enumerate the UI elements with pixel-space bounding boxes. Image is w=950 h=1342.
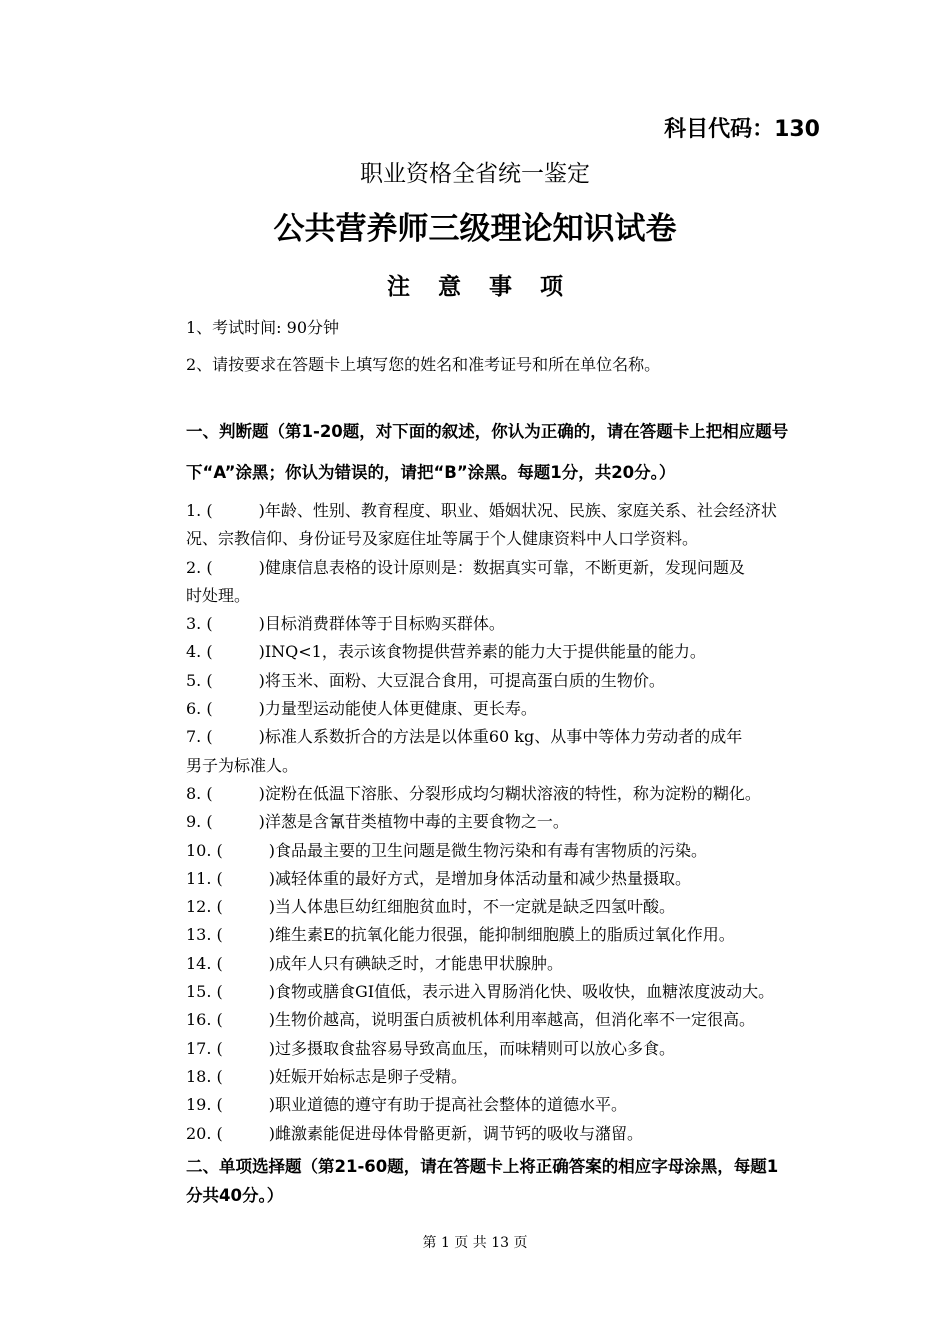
question-text: )职业道德的遵守有助于提高社会整体的道德水平。 bbox=[268, 1095, 628, 1115]
question-item bbox=[186, 921, 866, 949]
question-number: 6. ( bbox=[186, 699, 213, 719]
exam-subtitle: 职业资格全省统一鉴定 bbox=[360, 161, 590, 187]
question-number: 3. ( bbox=[186, 614, 213, 634]
question-text: )成年人只有碘缺乏时，才能患甲状腺肿。 bbox=[268, 953, 564, 973]
question-text: )食品最主要的卫生问题是微生物污染和有毒有害物质的污染。 bbox=[268, 840, 708, 860]
note-fill-info: 2、请按要求在答题卡上填写您的姓名和准考证号和所在单位名称。 bbox=[186, 355, 661, 374]
question-text: )标准人系数折合的方法是以体重60 kg、从事中等体力劳动者的成年 bbox=[258, 727, 743, 747]
question-number: 8. ( bbox=[186, 783, 213, 803]
page-number: 第 1 页 共 13 页 bbox=[422, 1235, 528, 1251]
question-item bbox=[186, 950, 866, 978]
question-item bbox=[186, 837, 866, 865]
question-item bbox=[186, 808, 866, 836]
question-item bbox=[186, 667, 866, 695]
question-number: 11. ( bbox=[186, 868, 223, 888]
question-number: 17. ( bbox=[186, 1038, 223, 1058]
question-text: )减轻体重的最好方式，是增加身体活动量和减少热量摄取。 bbox=[268, 868, 692, 888]
question-item bbox=[186, 610, 866, 638]
question-text: )目标消费群体等于目标购买群体。 bbox=[258, 614, 505, 634]
question-item bbox=[186, 695, 866, 723]
question-text: )将玉米、面粉、大豆混合食用，可提高蛋白质的生物价。 bbox=[258, 670, 665, 690]
question-text: )维生素E的抗氧化能力很强，能抑制细胞膜上的脂质过氧化作用。 bbox=[268, 925, 735, 945]
question-number: 4. ( bbox=[186, 642, 213, 662]
question-item bbox=[186, 978, 866, 1006]
subject-code: 科目代码：130 bbox=[664, 117, 820, 142]
question-number: 16. ( bbox=[186, 1010, 223, 1030]
question-text: )力量型运动能使人体更健康、更长寿。 bbox=[258, 699, 537, 719]
question-item bbox=[186, 780, 866, 808]
question-item bbox=[186, 1063, 866, 1091]
question-text: )淀粉在低温下溶胀、分裂形成均匀糊状溶液的特性，称为淀粉的糊化。 bbox=[258, 783, 761, 803]
section2-heading-line1: 二、单项选择题（第21-60题，请在答题卡上将正确答案的相应字母涂黑，每题1 bbox=[186, 1157, 779, 1176]
question-item bbox=[186, 893, 866, 921]
question-text-continuation: 况、宗教信仰、身份证号及家庭住址等属于个人健康资料中人口学资料。 bbox=[186, 529, 699, 549]
section2-heading-line2: 分共40分。） bbox=[186, 1186, 284, 1205]
true-false-question-list bbox=[186, 497, 866, 1148]
question-item bbox=[186, 1006, 866, 1034]
question-text: )生物价越高，说明蛋白质被机体利用率越高，但消化率不一定很高。 bbox=[268, 1010, 756, 1030]
question-item bbox=[186, 1035, 866, 1063]
question-item bbox=[186, 497, 866, 554]
question-item bbox=[186, 865, 866, 893]
question-text: )妊娠开始标志是卵子受精。 bbox=[268, 1066, 468, 1086]
exam-title: 公共营养师三级理论知识试卷 bbox=[273, 211, 677, 247]
question-text: )年龄、性别、教育程度、职业、婚姻状况、民族、家庭关系、社会经济状 bbox=[258, 501, 777, 520]
question-text: )过多摄取食盐容易导致高血压，而味精则可以放心多食。 bbox=[268, 1038, 676, 1058]
question-number: 2. ( bbox=[186, 557, 213, 577]
section1-heading-line2: 下“A”涂黑；你认为错误的，请把“B”涂黑。每题1分，共20分。） bbox=[186, 463, 676, 482]
section1-heading-line1: 一、判断题（第1-20题，对下面的叙述，你认为正确的，请在答题卡上把相应题号 bbox=[186, 422, 789, 441]
question-text: )健康信息表格的设计原则是：数据真实可靠，不断更新，发现问题及 bbox=[258, 557, 745, 577]
question-text-continuation: 时处理。 bbox=[186, 585, 251, 605]
question-item bbox=[186, 554, 866, 611]
question-number: 9. ( bbox=[186, 812, 213, 832]
question-text: )食物或膳食GI值低，表示进入胃肠消化快、吸收快，血糖浓度波动大。 bbox=[268, 982, 775, 1002]
question-item bbox=[186, 1091, 866, 1119]
question-number: 12. ( bbox=[186, 897, 223, 917]
question-number: 10. ( bbox=[186, 840, 223, 860]
notice-heading: 注意事项 bbox=[387, 274, 591, 300]
question-number: 14. ( bbox=[186, 953, 223, 973]
question-number: 7. ( bbox=[186, 727, 213, 747]
question-number: 19. ( bbox=[186, 1095, 223, 1115]
question-number: 5. ( bbox=[186, 670, 213, 690]
question-text: )INQ<1，表示该食物提供营养素的能力大于提供能量的能力。 bbox=[258, 642, 706, 662]
question-text-continuation: 男子为标准人。 bbox=[186, 755, 299, 775]
question-text: )当人体患巨幼红细胞贫血时，不一定就是缺乏四氢叶酸。 bbox=[268, 897, 676, 917]
question-item bbox=[186, 638, 866, 666]
question-number: 13. ( bbox=[186, 925, 223, 945]
question-number: 15. ( bbox=[186, 982, 223, 1002]
question-text: )洋葱是含氰苷类植物中毒的主要食物之一。 bbox=[258, 812, 569, 832]
question-number: 1. ( bbox=[186, 501, 213, 520]
question-text: )雌激素能促进母体骨骼更新，调节钙的吸收与潴留。 bbox=[268, 1123, 644, 1143]
question-item bbox=[186, 723, 866, 780]
question-item bbox=[186, 1120, 866, 1148]
note-exam-time: 1、考试时间: 90分钟 bbox=[186, 318, 340, 337]
question-number: 20. ( bbox=[186, 1123, 223, 1143]
question-number: 18. ( bbox=[186, 1066, 223, 1086]
